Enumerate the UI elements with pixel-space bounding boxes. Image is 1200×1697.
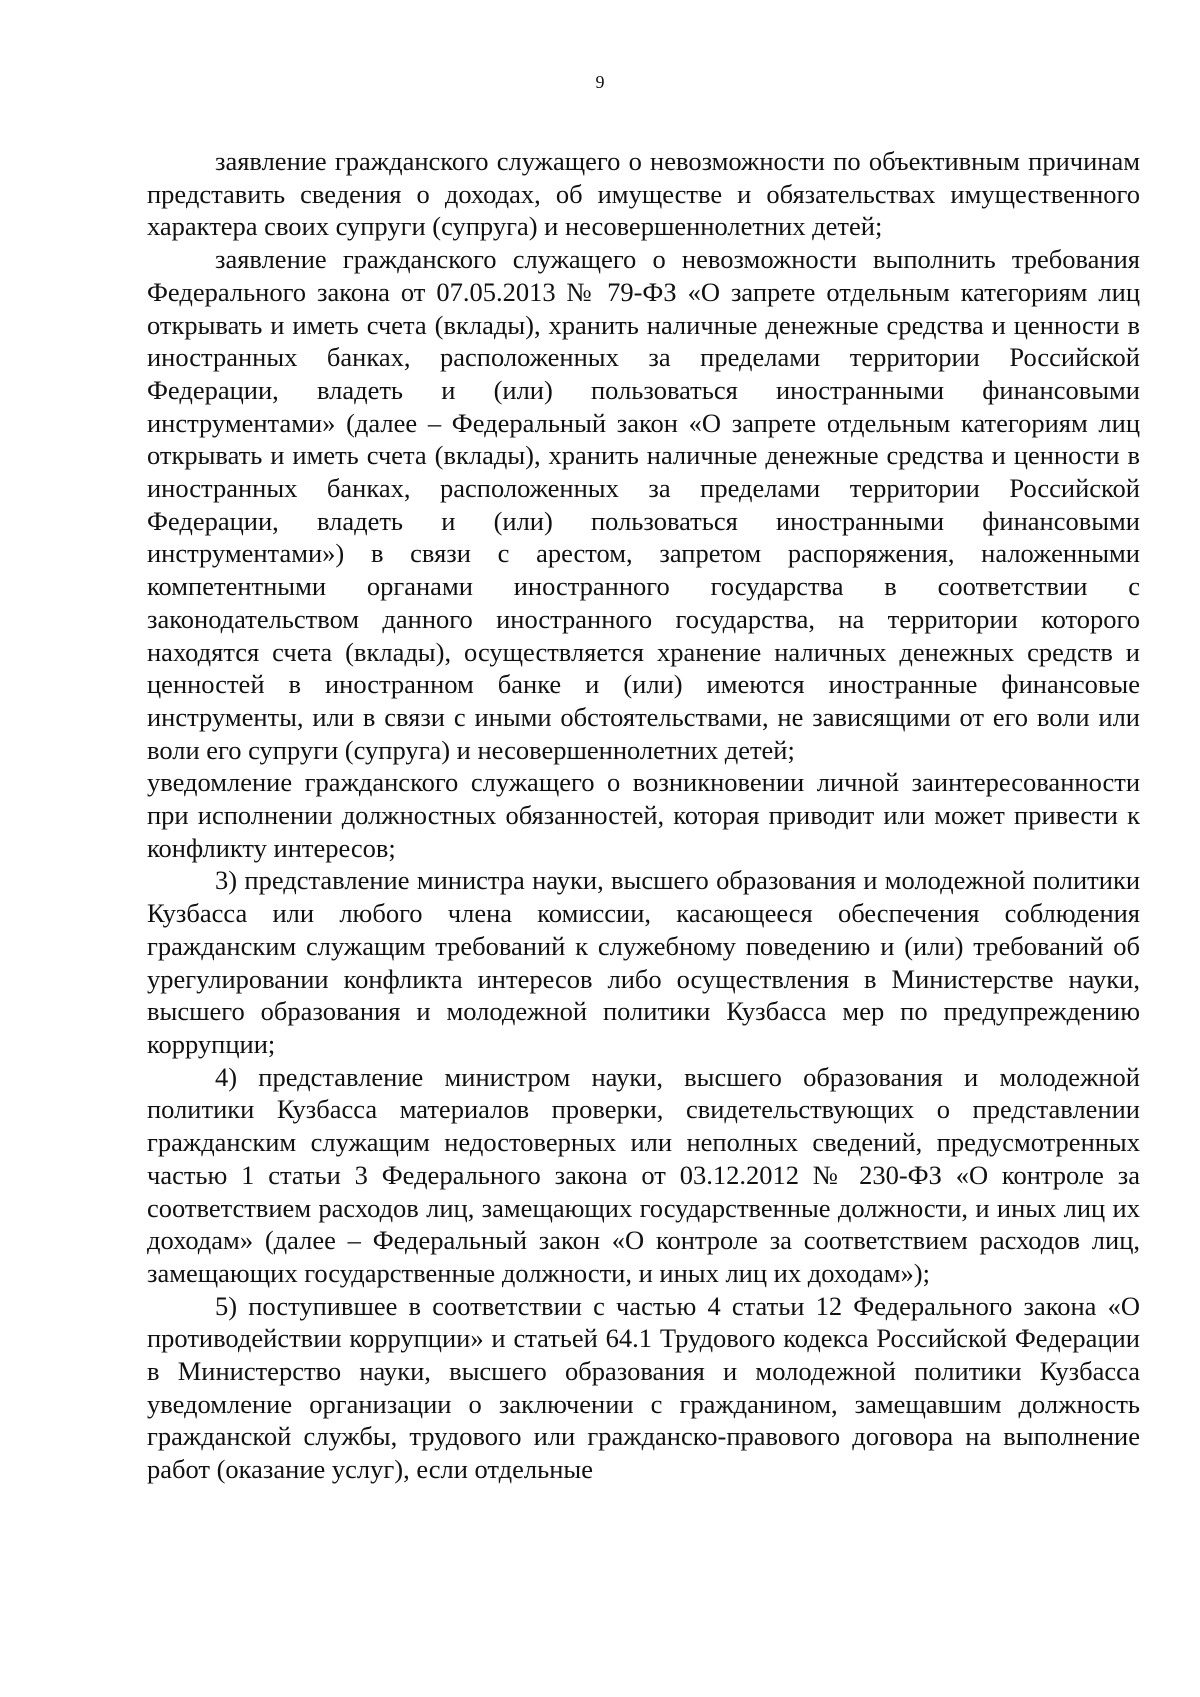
paragraph-statement-foreign-accounts: заявление гражданского служащего о невозможности выполнить требования Федерального закона от 07.05.2013 № 79-ФЗ «О запрете отдельным категориям лиц открывать и иметь счета (вклады), хранить наличные денежные средства и ценности в иностранных банках, расположенных за пределами территории Российской Федерации, владеть и (или) пользоваться иностранными финансовыми инструментами» (далее – Федеральный закон «О запрете отдельным категориям лиц открывать и иметь счета (вклады), хранить наличные денежные средства и ценности в иностранных банках, расположенных за пределами территории Российской Федерации, владеть и (или) пользоваться иностранными финансовыми инструментами») в связи с арестом, запретом распоряжения, наложенными компетентными органами иностранного государства в соответствии с законодательством данного иностранного государства, на территории которого находятся счета (вклады), осуществляется хранение наличных денежных средств и ценностей в иностранном банке и (или) имеются иностранные финансовые инструменты, или в связи с иными обстоятельствами, не зависящими от его воли или воли его супруги (супруга) и несовершеннолетних детей;: [147, 244, 1140, 765]
paragraph-item-3: 3) представление министра науки, высшего образования и молодежной политики Кузбасса или любого члена комиссии, касающееся обеспечения соблюдения гражданским служащим требований к служебному поведению и (или) требований об урегулировании конфликта интересов либо осуществления в Министерстве науки, высшего образования и молодежной политики Кузбасса мер по предупреждению коррупции;: [147, 865, 1140, 1059]
paragraph-statement-reporting: заявление гражданского служащего о невозможности по объективным причинам представить сведения о доходах, об имуществе и обязательствах имущественного характера своих супруги (супруга) и несовершеннолетних детей;: [147, 146, 1140, 242]
document-body: [147, 145, 1140, 1486]
paragraph-item-4: 4) представление министром науки, высшего образования и молодежной политики Кузбасса материалов проверки, свидетельствующих о представлении гражданским служащим недостоверных или неполных сведений, предусмотренных частью 1 статьи 3 Федерального закона от 03.12.2012 № 230-ФЗ «О контроле за соответствием расходов лиц, замещающих государственные должности, и иных лиц их доходам» (далее – Федеральный закон «О контроле за соответствием расходов лиц, замещающих государственные должности, и иных лиц их доходам»);: [147, 1061, 1140, 1288]
page-number: 9: [595, 72, 605, 92]
paragraph-notice-personal-interest: уведомление гражданского служащего о возникновении личной заинтересованности при исполнении должностных обязанностей, которая приводит или может привести к конфликту интересов;: [147, 767, 1140, 863]
paragraph-item-5: 5) поступившее в соответствии с частью 4 статьи 12 Федерального закона «О противодействии коррупции» и статьей 64.1 Трудового кодекса Российской Федерации в Министерство науки, высшего образования и молодежной политики Кузбасса уведомление организации о заключении с гражданином, замещавшим должность гражданской службы, трудового или гражданско-правового договора на выполнение работ (оказание услуг), если отдельные: [147, 1290, 1140, 1485]
